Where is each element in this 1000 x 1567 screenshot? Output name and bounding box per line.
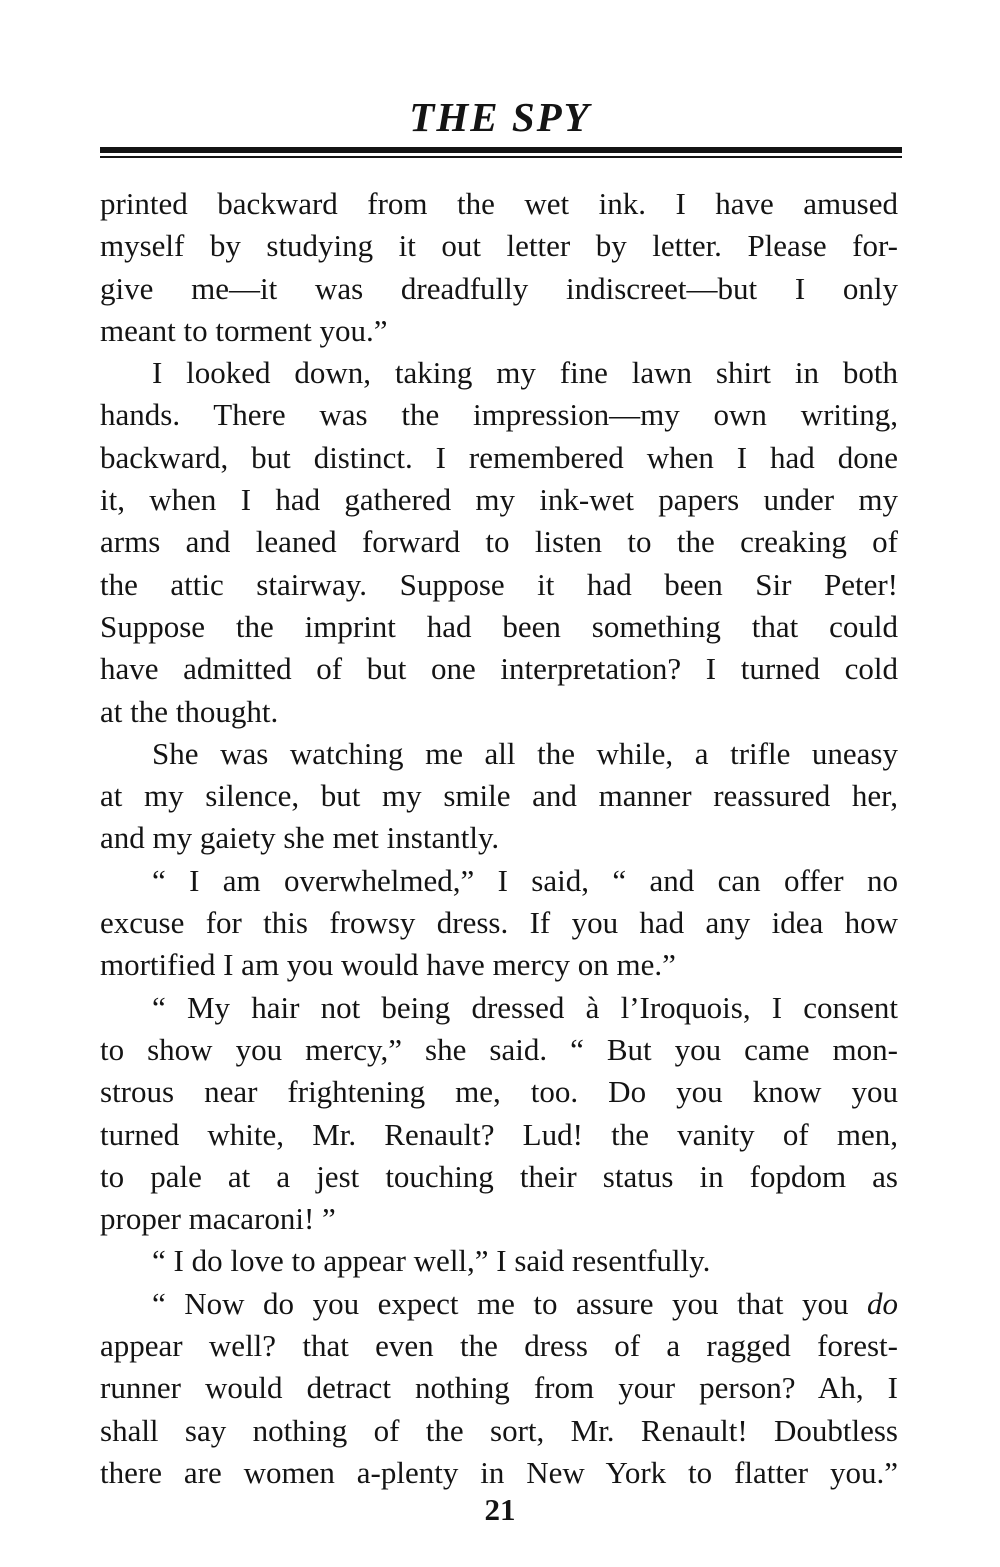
body-text <box>100 183 898 1494</box>
text-line: She was watching me all the while, a trifle uneasy <box>152 735 898 771</box>
text-line: I looked down, taking my fine lawn shirt in both <box>152 355 898 391</box>
header-rule-thin <box>100 156 902 158</box>
text-line: to pale at a jest touching their status in fopdom as <box>100 1158 898 1194</box>
text-line: hands. There was the impression—my own writing, <box>100 397 898 433</box>
text-line: appear well? that even the dress of a ragged forest- <box>100 1328 898 1364</box>
header-rule-thick <box>100 147 902 153</box>
text-line: at the thought. <box>100 693 279 729</box>
text-line: “ I do love to appear well,” I said resentfully. <box>152 1243 711 1279</box>
text-line: “ Now do you expect me to assure you that you do <box>152 1285 898 1321</box>
text-line: at my silence, but my smile and manner reassured her, <box>100 778 898 814</box>
page-number: 21 <box>484 1492 516 1527</box>
text-line: printed backward from the wet ink. I have amused <box>100 186 898 221</box>
text-line: the attic stairway. Suppose it had been Sir Peter! <box>100 566 898 602</box>
text-line: Suppose the imprint had been something that could <box>100 608 898 644</box>
text-line: backward, but distinct. I remembered when I had done <box>100 439 898 475</box>
text-line: have admitted of but one interpretation? I turned cold <box>100 651 898 687</box>
text-line: turned white, Mr. Renault? Lud! the vanity of men, <box>100 1116 898 1152</box>
text-line: runner would detract nothing from your person? Ah, I <box>100 1370 898 1406</box>
text-line: there are women a-plenty in New York to flatter you.” <box>100 1454 898 1490</box>
text-line: “ My hair not being dressed à l’Iroquois, I consent <box>152 989 898 1025</box>
text-line: mortified I am you would have mercy on me.” <box>100 947 676 983</box>
text-line: give me—it was dreadfully indiscreet—but I only <box>100 270 898 306</box>
text-line: shall say nothing of the sort, Mr. Renault! Doubtless <box>100 1412 898 1448</box>
text-line: meant to torment you.” <box>100 312 388 348</box>
text-line: and my gaiety she met instantly. <box>100 820 500 856</box>
text-line: excuse for this frowsy dress. If you had any idea how <box>100 905 898 941</box>
running-title: THE SPY <box>409 94 591 140</box>
text-line: proper macaroni! ” <box>100 1201 336 1237</box>
text-line: to show you mercy,” she said. “ But you came mon- <box>100 1031 898 1067</box>
text-line: it, when I had gathered my ink-wet papers under my <box>100 482 898 518</box>
text-line: “ I am overwhelmed,” I said, “ and can offer no <box>152 862 898 898</box>
text-line: arms and leaned forward to listen to the creaking of <box>100 524 898 560</box>
text-line: myself by studying it out letter by letter. Please for- <box>100 228 898 264</box>
text-line: strous near frightening me, too. Do you know you <box>100 1074 898 1110</box>
